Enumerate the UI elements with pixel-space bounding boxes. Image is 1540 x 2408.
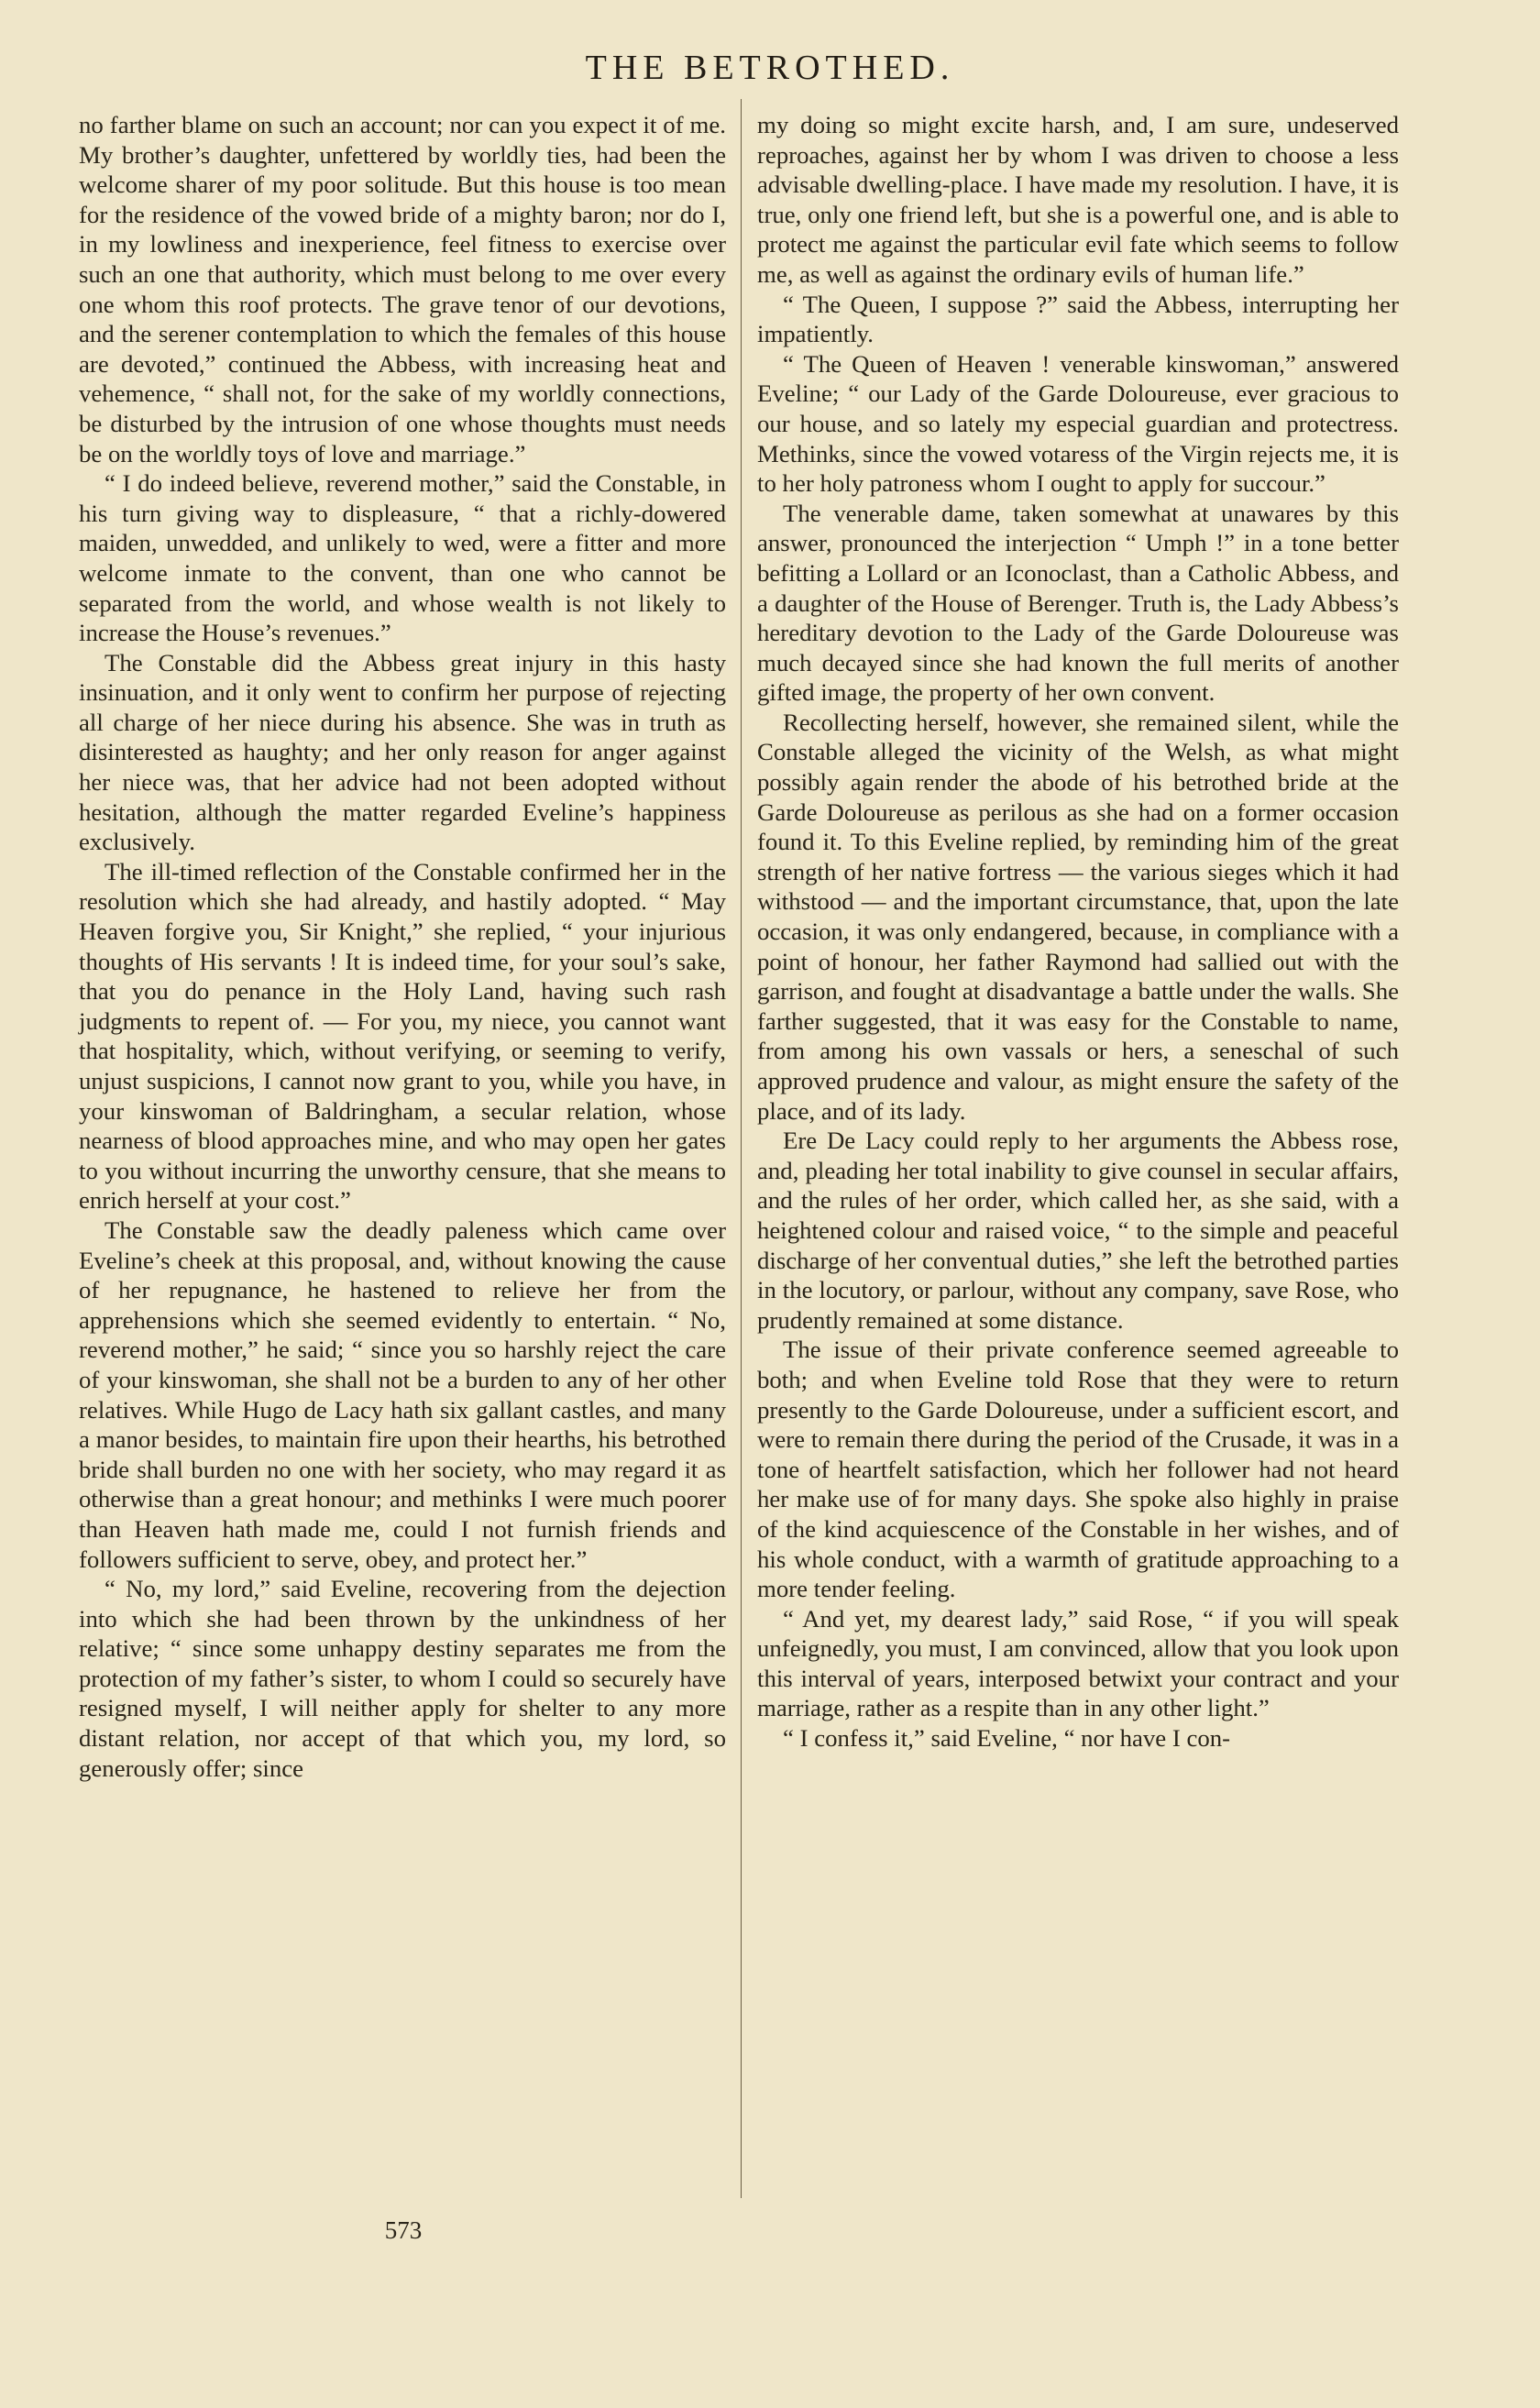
paragraph: “ No, my lord,” said Eveline, recovering from the dejection into which she had been thrown by the unkindness of her relative; “ since some unhappy destiny separates me from the protection of my father’s sister, to whom I could so securely have resigned myself, I will neither apply for shelter to any more distant relation, nor accept of that which you, my lord, so generously offer; since (79, 1575, 726, 1782)
paragraph: Ere De Lacy could reply to her arguments the Abbess rose, and, pleading her total inability to give counsel in secular affairs, and the rules of her order, which called her, as she said, with a heightened colour and raised voice, “ to the simple and peaceful discharge of her conventual duties,” she left the betrothed parties in the locutory, or parlour, without any company, save Rose, who prudently remained at some distance. (757, 1127, 1399, 1334)
running-head: THE BETROTHED. (585, 49, 955, 87)
paragraph: my doing so might excite harsh, and, I am sure, undeserved reproaches, against her by whom I was driven to choose a less advisable dwelling-place. I have made my resolution. I have, it is true, only one friend left, but she is a powerful one, and is able to protect me against the particular evil fate which seems to follow me, as well as against the ordinary evils of human life.” (757, 111, 1399, 288)
paragraph: “ I do indeed believe, reverend mother,” said the Constable, in his turn giving way to displeasure, “ that a richly-dowered maiden, unwedded, and unlikely to wed, were a fitter and more welcome inmate to the convent, than one who cannot be separated from the world, and whose wealth is not likely to increase the House’s revenues.” (79, 469, 726, 647)
page-number: 573 (384, 2216, 423, 2244)
paragraph: The ill-timed reflection of the Constable confirmed her in the resolution which she had already, and hastily adopted. “ May Heaven forgive you, Sir Knight,” she replied, “ your injurious thoughts of His servants ! It is indeed time, for your soul’s sake, that you do penance in the Holy Land, having such rash judgments to repent of. — For you, my niece, you cannot want that hospitality, which, without verifying, or seeming to verify, unjust suspicions, I cannot now grant to you, while you have, in your kinswoman of Baldringham, a secular relation, whose nearness of blood approaches mine, and who may open her gates to you without incurring the unworthy censure, that she means to enrich herself at your cost.” (79, 857, 726, 1215)
right-column (757, 110, 1399, 1754)
paragraph: “ The Queen of Heaven ! venerable kinswoman,” answered Eveline; “ our Lady of the Garde Doloureuse, ever gracious to our house, and so lately my especial guardian and protectress. Methinks, since the vowed votaress of the Virgin rejects me, it is to her holy patroness whom I ought to apply for succour.” (757, 349, 1399, 498)
paragraph: The venerable dame, taken somewhat at unawares by this answer, pronounced the interjection “ Umph !” in a tone better befitting a Lollard or an Iconoclast, than a Catholic Abbess, and a daughter of the House of Berenger. Truth is, the Lady Abbess’s hereditary devotion to the Lady of the Garde Doloureuse was much decayed since she had known the full merits of another gifted image, the property of her own convent. (757, 499, 1399, 707)
paragraph: no farther blame on such an account; nor can you expect it of me. My brother’s daughter, unfettered by worldly ties, had been the welcome sharer of my poor solitude. But this house is too mean for the residence of the vowed bride of a mighty baron; nor do I, in my lowliness and inexperience, feel fitness to exercise over such an one that authority, which must belong to me over every one whom this roof protects. The grave tenor of our devotions, and the serener contemplation to which the females of this house are devoted,” continued the Abbess, with increasing heat and vehemence, “ shall not, for the sake of my worldly connections, be disturbed by the intrusion of one whose thoughts must needs be on the worldly toys of love and marriage.” (79, 111, 726, 467)
paragraph: The Constable did the Abbess great injury in this hasty insinuation, and it only went to confirm her purpose of rejecting all charge of her niece during his absence. She was in truth as disinterested as haughty; and her only reason for anger against her niece was, that her advice had not been adopted without hesitation, although the matter regarded Eveline’s happiness exclusively. (79, 648, 726, 856)
paragraph: “ The Queen, I suppose ?” said the Abbess, interrupting her impatiently. (757, 290, 1399, 348)
paragraph: The issue of their private conference seemed agreeable to both; and when Eveline told Rose that they were to return presently to the Garde Doloureuse, under a sufficient escort, and were to remain there during the period of the Crusade, it was in a tone of heartfelt satisfaction, which her follower had not heard her make use of for many days. She spoke also highly in praise of the kind acquiescence of the Constable in her wishes, and of his whole conduct, with a warmth of gratitude approaching to a more tender feeling. (757, 1336, 1399, 1603)
paragraph: “ I confess it,” said Eveline, “ nor have I con- (783, 1724, 1231, 1753)
paragraph: Recollecting herself, however, she remained silent, while the Constable alleged the vicinity of the Welsh, as what might possibly again render the abode of his betrothed bride at the Garde Doloureuse as perilous as she had on a former occasion found it. To this Eveline replied, by reminding him of the great strength of her native fortress — the various sieges which it had withstood — and the important circumstance, that, upon the late occasion, it was only endangered, because, in compliance with a point of honour, her father Raymond had sallied out with the garrison, and fought at disadvantage a battle under the walls. She farther suggested, that it was easy for the Constable to name, from among his own vassals or hers, a seneschal of such approved prudence and valour, as might ensure the safety of the place, and of its lady. (757, 708, 1399, 1125)
paragraph: The Constable saw the deadly paleness which came over Eveline’s cheek at this proposal, and, without knowing the cause of her repugnance, he hastened to relieve her from the apprehensions which she seemed evidently to entertain. “ No, reverend mother,” he said; “ since you so harshly reject the care of your kinswoman, she shall not be a burden to any of her other relatives. While Hugo de Lacy hath six gallant castles, and many a manor besides, to maintain fire upon their hearths, his betrothed bride shall burden no one with her society, who may regard it as otherwise than a great honour; and methinks I were much poorer than Heaven hath made me, could I not furnish friends and followers sufficient to serve, obey, and protect her.” (79, 1215, 726, 1573)
column-divider (741, 99, 742, 2198)
left-column (79, 110, 726, 1783)
paragraph: “ And yet, my dearest lady,” said Rose, “ if you will speak unfeignedly, you must, I am convinced, allow that you look upon this interval of years, interposed betwixt your contract and your marriage, rather as a respite than in any other light.” (757, 1604, 1399, 1722)
